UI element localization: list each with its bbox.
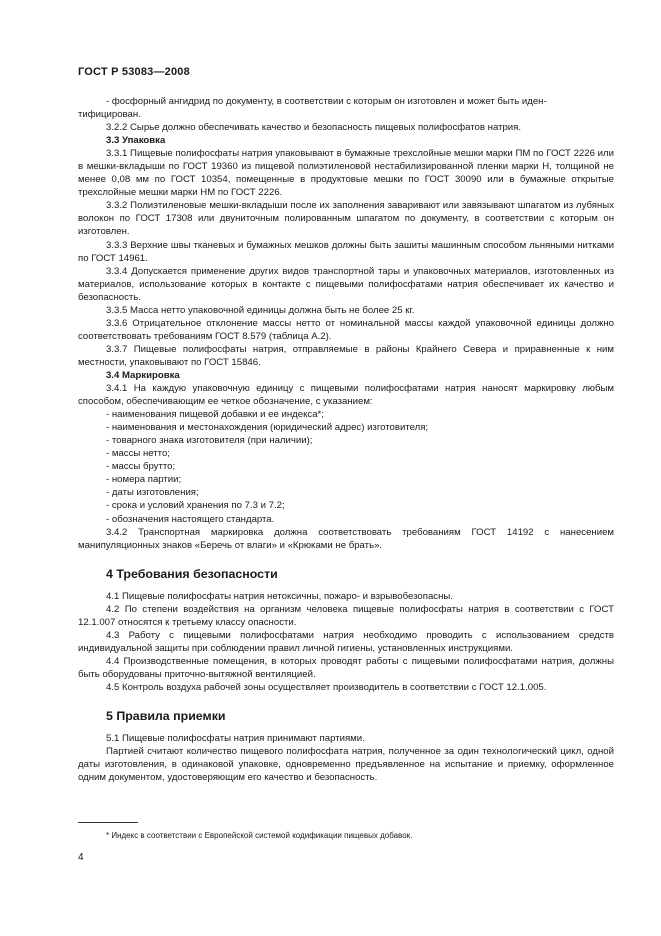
paragraph: - срока и условий хранения по 7.3 и 7.2; bbox=[106, 500, 285, 512]
paragraph: 3.3.5 Масса нетто упаковочной единицы должна быть не более 25 кг. bbox=[106, 304, 415, 316]
subsection-heading: 3.3 Упаковка bbox=[106, 135, 166, 147]
paragraph: - товарного знака изготовителя (при наличии); bbox=[106, 435, 313, 447]
paragraph: 3.3.4 Допускается применение других видов транспортной тары и упаковочных материалов, изготовленных из материалов, использование которых в контакте с пищевыми полифосфатами натрия обеспечивает их качество и безопасность. bbox=[78, 265, 614, 303]
page-header: ГОСТ Р 53083—2008 bbox=[78, 66, 190, 78]
paragraph: - даты изготовления; bbox=[106, 487, 199, 499]
paragraph: 3.3.2 Полиэтиленовые мешки-вкладыши после их заполнения заваривают или завязывают шпагатом из лубяных волокон по ГОСТ 17308 или двуниточным полированным шпагатом по документу, в соответствии с которым он изготовлен. bbox=[78, 200, 614, 238]
paragraph: - массы брутто; bbox=[106, 461, 176, 473]
paragraph: 4.4 Производственные помещения, в которых проводят работы с пищевыми полифосфатами натрия, должны быть оборудованы приточно-вытяжной вентиляцией. bbox=[78, 655, 614, 680]
footnote: * Индекс в соответствии с Европейской системой кодификации пищевых добавок. bbox=[106, 831, 413, 840]
page-number: 4 bbox=[78, 852, 84, 863]
paragraph: - номера партии; bbox=[106, 474, 182, 486]
footnote-divider bbox=[78, 822, 138, 823]
subsection-heading: 3.4 Маркировка bbox=[106, 369, 180, 381]
section-heading: 4 Требования безопасности bbox=[106, 566, 278, 581]
document-body bbox=[78, 95, 614, 784]
paragraph: Партией считают количество пищевого полифосфата натрия, полученное за один технологический цикл, одной даты изготовления, в одинаковой упаковке, одновременно предъявленное на испытание и приемку, оформленное одним документом, удостоверяющим его качество и безопасность. bbox=[78, 746, 614, 784]
paragraph: - массы нетто; bbox=[106, 448, 170, 460]
paragraph: 4.2 По степени воздействия на организм человека пищевые полифосфаты натрия в соответствии с ГОСТ 12.1.007 относятся к третьему классу опасности. bbox=[78, 603, 614, 628]
paragraph: 3.3.3 Верхние швы тканевых и бумажных мешков должны быть зашиты машинным способом льняными нитками по ГОСТ 14961. bbox=[78, 239, 614, 264]
section-heading: 5 Правила приемки bbox=[106, 709, 226, 724]
paragraph: 3.4.1 На каждую упаковочную единицу с пищевыми полифосфатами натрия наносят маркировку любым способом, обеспечивающим ее четкое обозначение, с указанием: bbox=[78, 383, 614, 408]
paragraph: 3.3.1 Пищевые полифосфаты натрия упаковывают в бумажные трехслойные мешки марки ПМ по ГОСТ 2226 или в мешки-вкладыши по ГОСТ 19360 из пищевой полиэтиленовой нестабилизированной пленки марки Н, толщиной не менее 0,08 мм по ГОСТ 10354, помещенные в продуктовые мешки по ГОСТ 30090 или в бумажные открытые трехслойные мешки марки НМ по ГОСТ 2226. bbox=[78, 148, 614, 199]
paragraph: - наименования пищевой добавки и ее индекса*; bbox=[106, 409, 324, 421]
paragraph: 4.5 Контроль воздуха рабочей зоны осуществляет производитель в соответствии с ГОСТ 12.1.005. bbox=[106, 681, 547, 693]
paragraph: 5.1 Пищевые полифосфаты натрия принимают партиями. bbox=[106, 733, 365, 745]
paragraph: тифицирован. bbox=[78, 109, 141, 121]
paragraph: - обозначения настоящего стандарта. bbox=[106, 513, 275, 525]
paragraph: - наименования и местонахождения (юридический адрес) изготовителя; bbox=[106, 422, 429, 434]
paragraph: 3.2.2 Сырье должно обеспечивать качество и безопасность пищевых полифосфатов натрия. bbox=[106, 122, 522, 134]
paragraph: - фосфорный ангидрид по документу, в соответствии с которым он изготовлен и может быть иден- bbox=[106, 96, 547, 107]
paragraph: 4.3 Работу с пищевыми полифосфатами натрия необходимо проводить с использованием средств индивидуальной защиты при соблюдении правил личной гигиены, установленных инструкциями. bbox=[78, 629, 614, 654]
paragraph: 3.3.7 Пищевые полифосфаты натрия, отправляемые в районы Крайнего Севера и приравненные к ним местности, упаковывают по ГОСТ 15846. bbox=[78, 343, 614, 368]
paragraph: 4.1 Пищевые полифосфаты натрия нетоксичны, пожаро- и взрывобезопасны. bbox=[106, 590, 453, 602]
paragraph: 3.3.6 Отрицательное отклонение массы нетто от номинальной массы каждой упаковочной единицы должно соответствовать требованиям ГОСТ 8.579 (таблица А.2). bbox=[78, 317, 614, 342]
paragraph: 3.4.2 Транспортная маркировка должна соответствовать требованиям ГОСТ 14192 с нанесением манипуляционных знаков «Беречь от влаги» и «Крюками не брать». bbox=[78, 526, 614, 551]
